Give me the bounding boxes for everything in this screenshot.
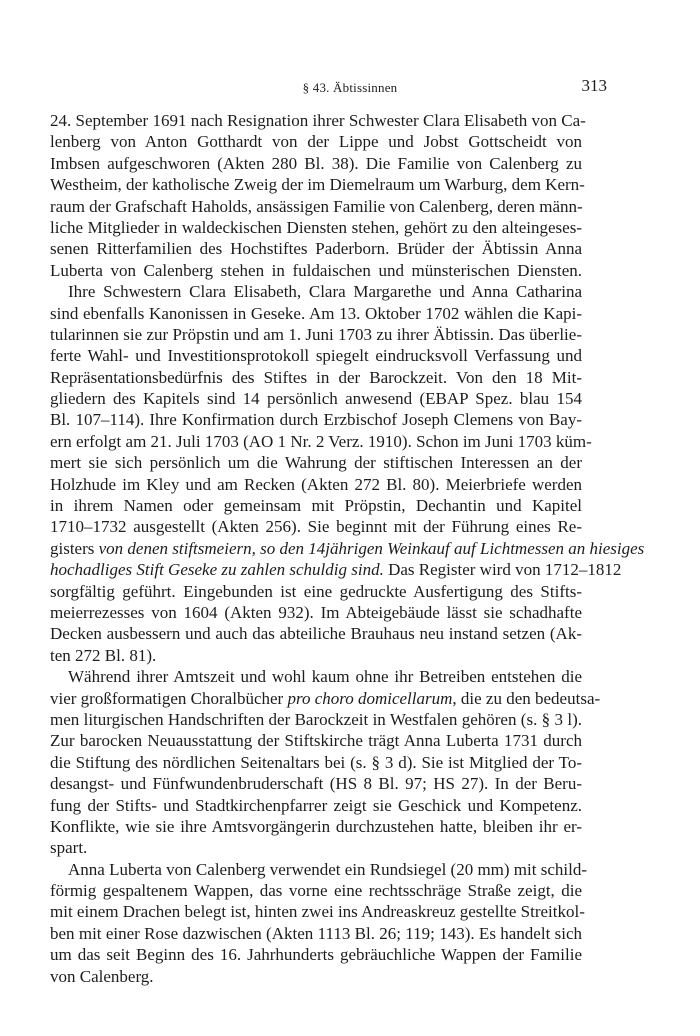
text-line	[50, 196, 582, 217]
text-run: gisters	[50, 538, 99, 558]
text-run: desangst- und Fünfwundenbruderschaft (HS 8 Bl. 97; HS 27). In der Beru-	[50, 774, 582, 794]
text-line	[50, 837, 582, 858]
text-run: ern erfolgt am 21. Juli 1703 (AO 1 Nr. 2 Verz. 1910). Schon im Juni 1703 küm-	[50, 431, 592, 451]
text-line	[50, 174, 585, 195]
text-run: men liturgischen Handschriften der Barockzeit in Westfalen gehören (s. § 3 l).	[50, 709, 582, 729]
text-line	[50, 538, 645, 559]
text-run: sorgfältig geführt. Eingebunden ist eine gedruckte Ausfertigung des Stifts-	[50, 581, 582, 601]
text-line	[50, 709, 582, 730]
text-run: die Stiftung des nördlichen Seitenaltars bei (s. § 3 d). Sie ist Mitglied der To-	[50, 752, 582, 772]
text-line	[50, 431, 592, 452]
italic-quote: hochadliges Stift Geseke zu zahlen schuldig sind.	[50, 560, 384, 580]
text-line	[50, 260, 582, 281]
text-line	[50, 795, 582, 816]
text-line	[50, 110, 586, 131]
text-line	[50, 816, 582, 837]
text-line	[50, 688, 601, 709]
text-run: raum der Grafschaft Haholds, ansässigen Familie von Calenberg, deren männ-	[50, 196, 583, 216]
text-run: tularinnen sie zur Pröpstin und am 1. Juni 1703 zu ihrer Äbtissin. Das überlie-	[50, 324, 582, 344]
text-line	[50, 303, 582, 324]
text-line	[50, 367, 582, 388]
text-run: Westheim, der katholische Zweig der im Diemelraum um Warburg, dem Kern-	[50, 175, 585, 195]
text-line	[50, 623, 582, 644]
text-line	[50, 859, 587, 880]
text-line	[50, 474, 582, 495]
text-run: um das seit Beginn des 16. Jahrhunderts gebräuchliche Wappen der Familie	[50, 945, 582, 965]
text-run: 24. September 1691 nach Resignation ihrer Schwester Clara Elisabeth von Ca-	[50, 111, 586, 130]
text-run: senen Ritterfamilien des Hochstiftes Paderborn. Brüder der Äbtissin Anna	[50, 239, 582, 259]
body-text	[50, 110, 645, 987]
text-run: Während ihrer Amtszeit und wohl kaum ohne ihr Betreiben entstehen die	[68, 667, 582, 687]
text-line	[50, 409, 582, 430]
text-line	[50, 923, 582, 944]
text-run: mert sie sich persönlich um die Wahrung der stiftischen Interessen an der	[50, 453, 582, 473]
text-run: liche Mitglieder in waldeckischen Diensten stehen, gehört zu den alteingeses-	[50, 217, 582, 237]
text-line	[50, 217, 582, 238]
text-line	[50, 966, 582, 987]
text-line	[50, 388, 582, 409]
text-line	[50, 752, 582, 773]
text-run: Bl. 107–114). Ihre Konfirmation durch Erzbischof Joseph Clemens von Bay-	[50, 410, 582, 430]
text-run: fung der Stifts- und Stadtkirchenpfarrer zeigt sie Geschick und Kompetenz.	[50, 795, 582, 815]
text-line	[50, 944, 582, 965]
text-line	[50, 559, 622, 580]
text-line	[50, 516, 582, 537]
text-run: lenberg von Anton Gotthardt von der Lippe und Jobst Gottscheidt von	[50, 132, 582, 152]
text-line	[50, 452, 582, 473]
running-header-title: § 43. Äbtissinnen	[302, 80, 398, 95]
italic-quote: pro choro domicellarum	[287, 688, 453, 708]
text-line	[50, 773, 582, 794]
text-run: Decken ausbessern und auch das abteiliche Brauhaus neu instand setzen (Ak-	[50, 624, 582, 644]
text-line	[50, 602, 582, 623]
text-line	[50, 345, 582, 366]
text-run: Das Register wird von 1712–1812	[383, 560, 622, 580]
text-run: ferte Wahl- und Investitionsprotokoll spiegelt eindrucksvoll Verfassung und	[50, 346, 582, 366]
text-run: sind ebenfalls Kanonissen in Geseke. Am 13. Oktober 1702 wählen die Kapi-	[50, 303, 582, 323]
text-line	[50, 666, 582, 687]
text-line	[50, 281, 582, 302]
text-run: , die zu den bedeutsa-	[452, 688, 601, 708]
text-run: gliedern des Kapitels sind 14 persönlich anwesend (EBAP Spez. blau 154	[50, 389, 582, 409]
text-line	[50, 730, 582, 751]
text-line	[50, 131, 582, 152]
text-run: ben mit einer Rose dazwischen (Akten 1113 Bl. 26; 119; 143). Es handelt sich	[50, 923, 582, 943]
text-run: Anna Luberta von Calenberg verwendet ein Rundsiegel (20 mm) mit schild-	[68, 859, 587, 879]
text-run: meierrezesses von 1604 (Akten 932). Im Abteigebäude lässt sie schadhafte	[50, 602, 582, 622]
text-run: von Calenberg.	[50, 966, 154, 986]
page-number: 313	[581, 76, 607, 95]
text-run: ten 272 Bl. 81).	[50, 645, 157, 665]
text-run: in ihrem Namen oder gemeinsam mit Pröpstin, Dechantin und Kapitel	[50, 496, 582, 516]
text-line	[50, 324, 582, 345]
text-run: 1710–1732 ausgestellt (Akten 256). Sie beginnt mit der Führung eines Re-	[50, 517, 582, 537]
text-run: spart.	[50, 838, 88, 858]
text-run: Holzhude im Kley und am Recken (Akten 272 Bl. 80). Meierbriefe werden	[50, 474, 582, 494]
text-run: Konflikte, wie sie ihre Amtsvorgängerin durchzustehen hatte, bleiben ihr er-	[50, 816, 582, 836]
text-line	[50, 880, 582, 901]
text-line	[50, 581, 582, 602]
text-run: Repräsentationsbedürfnis des Stiftes in der Barockzeit. Von den 18 Mit-	[50, 367, 582, 387]
text-run: Zur barocken Neuausstattung der Stiftskirche trägt Anna Luberta 1731 durch	[50, 731, 582, 751]
text-run: förmig gespaltenem Wappen, das vorne eine rechtsschräge Straße zeigt, die	[50, 881, 582, 901]
text-run: mit einem Drachen belegt ist, hinten zwei ins Andreaskreuz gestellte Streitkol-	[50, 902, 585, 922]
text-line	[50, 901, 585, 922]
text-line	[50, 153, 582, 174]
text-run: vier großformatigen Choralbücher	[50, 688, 288, 708]
text-line	[50, 495, 582, 516]
text-line	[50, 645, 582, 666]
text-run: Luberta von Calenberg stehen in fuldaischen und münsterischen Diensten.	[50, 260, 582, 280]
text-run: Imbsen aufgeschworen (Akten 280 Bl. 38). Die Familie von Calenberg zu	[50, 153, 582, 173]
italic-quote: von denen stiftsmeiern, so den 14jährigen Weinkauf auf Lichtmessen an hiesiges	[98, 538, 645, 558]
text-run: Ihre Schwestern Clara Elisabeth, Clara Margarethe und Anna Catharina	[68, 282, 582, 302]
text-line	[50, 238, 582, 259]
